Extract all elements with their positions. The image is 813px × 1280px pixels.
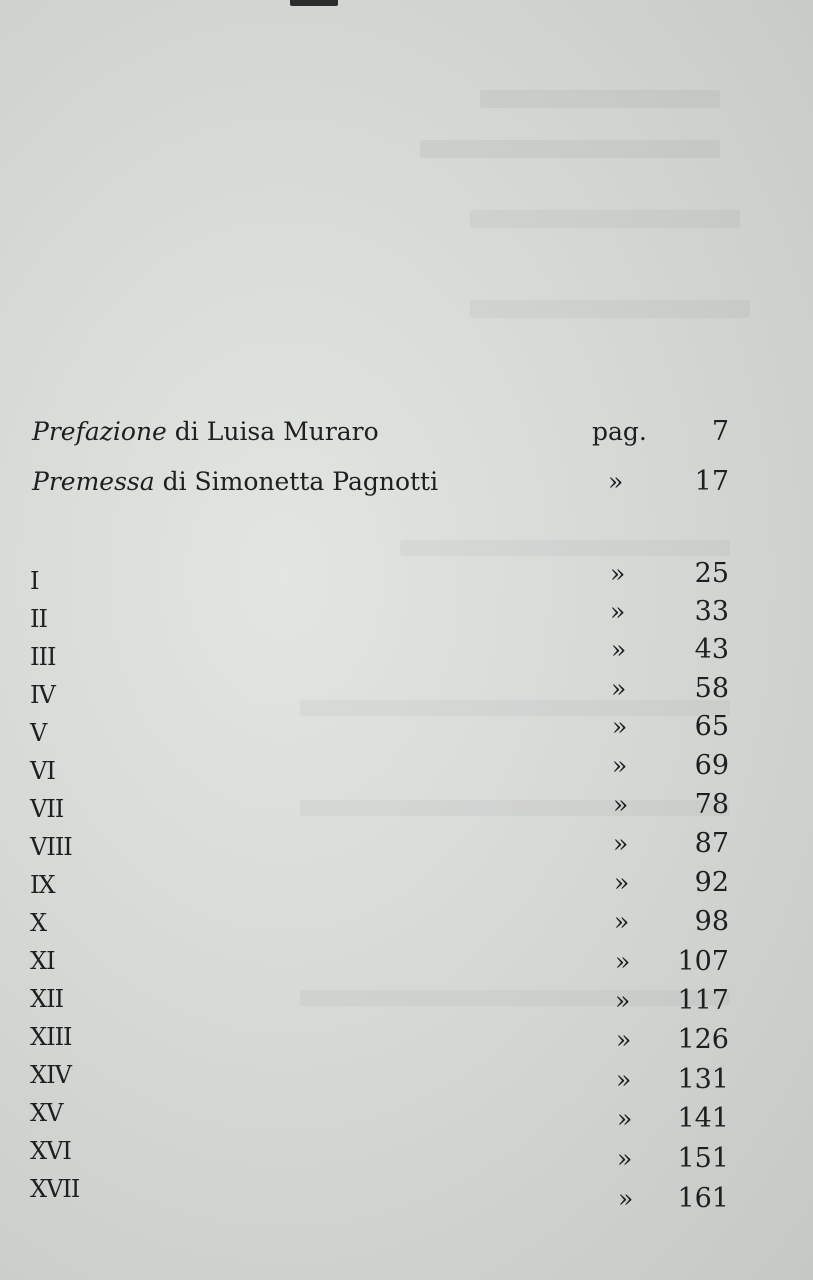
toc-entry-title-rest: di Simonetta Pagnotti bbox=[154, 467, 439, 496]
header-ink-mark bbox=[290, 0, 338, 6]
bleed-through-shadow bbox=[420, 140, 720, 158]
bleed-through-shadow bbox=[480, 90, 720, 108]
chapter-marker: » bbox=[613, 790, 629, 819]
toc-entry-title-italic: Prefazione bbox=[32, 417, 167, 446]
chapter-page: 33 bbox=[694, 596, 729, 627]
chapter-marker: » bbox=[615, 986, 631, 1015]
chapter-page: 117 bbox=[677, 985, 729, 1016]
chapter-marker: » bbox=[612, 712, 628, 741]
toc-entry-title bbox=[32, 412, 379, 452]
chapter-marker: » bbox=[610, 597, 626, 626]
chapter-page: 43 bbox=[694, 634, 729, 665]
chapter-page: 131 bbox=[677, 1064, 729, 1095]
toc-entry-premessa bbox=[0, 462, 813, 502]
chapter-numeral: III bbox=[30, 643, 56, 671]
chapter-marker: » bbox=[613, 829, 629, 858]
toc-entry-prefazione bbox=[0, 412, 813, 452]
chapter-numeral: IX bbox=[30, 871, 55, 899]
chapter-marker: » bbox=[610, 559, 626, 588]
toc-entry-page: 7 bbox=[711, 416, 729, 447]
bleed-through-shadow bbox=[470, 300, 750, 318]
chapter-numeral: VII bbox=[30, 795, 64, 823]
chapter-numeral: II bbox=[30, 605, 47, 633]
chapter-numeral: XVII bbox=[30, 1175, 80, 1203]
chapter-numeral: XII bbox=[30, 985, 64, 1013]
chapter-page: 126 bbox=[677, 1024, 729, 1055]
chapter-page: 151 bbox=[677, 1143, 729, 1174]
chapter-numeral: XIV bbox=[30, 1061, 71, 1089]
chapter-marker: » bbox=[618, 1184, 634, 1213]
toc-entry-marker: » bbox=[608, 467, 624, 496]
chapter-numeral: XIII bbox=[30, 1023, 72, 1051]
toc-entry-page: 17 bbox=[694, 466, 729, 497]
chapter-numeral: VI bbox=[30, 757, 55, 785]
chapter-page: 65 bbox=[694, 711, 729, 742]
chapter-page: 92 bbox=[694, 867, 729, 898]
chapter-numeral: XI bbox=[30, 947, 55, 975]
chapter-marker: » bbox=[616, 1065, 632, 1094]
chapter-page: 161 bbox=[677, 1183, 729, 1214]
chapter-numeral: I bbox=[30, 567, 39, 595]
chapter-marker: » bbox=[616, 1025, 632, 1054]
chapter-page: 141 bbox=[677, 1103, 729, 1134]
chapter-marker: » bbox=[611, 674, 627, 703]
chapter-page: 25 bbox=[694, 558, 729, 589]
chapter-page: 58 bbox=[694, 673, 729, 704]
chapter-numeral: IV bbox=[30, 681, 55, 709]
chapter-marker: » bbox=[614, 907, 630, 936]
chapter-marker: » bbox=[612, 751, 628, 780]
bleed-through-shadow bbox=[300, 700, 730, 716]
chapter-numeral: XVI bbox=[30, 1137, 71, 1165]
chapter-marker: » bbox=[615, 947, 631, 976]
chapter-page: 69 bbox=[694, 750, 729, 781]
toc-entry-marker: pag. bbox=[592, 417, 647, 446]
toc-entry-title bbox=[32, 462, 438, 502]
toc-entry-title-italic: Premessa bbox=[32, 467, 155, 496]
chapter-page: 107 bbox=[677, 946, 729, 977]
bleed-through-shadow bbox=[300, 990, 730, 1006]
chapter-marker: » bbox=[611, 635, 627, 664]
chapter-marker: » bbox=[617, 1104, 633, 1133]
chapter-numeral: XV bbox=[30, 1099, 63, 1127]
bleed-through-shadow bbox=[300, 800, 730, 816]
bleed-through-shadow bbox=[470, 210, 740, 228]
chapter-page: 98 bbox=[694, 906, 729, 937]
chapter-page: 78 bbox=[694, 789, 729, 820]
bleed-through-shadow bbox=[400, 540, 730, 556]
chapter-page: 87 bbox=[694, 828, 729, 859]
chapter-numeral: V bbox=[30, 719, 47, 747]
chapter-marker: » bbox=[617, 1144, 633, 1173]
chapter-numeral: VIII bbox=[30, 833, 72, 861]
chapter-marker: » bbox=[614, 868, 630, 897]
chapter-numeral: X bbox=[30, 909, 47, 937]
toc-entry-title-rest: di Luisa Muraro bbox=[166, 417, 379, 446]
